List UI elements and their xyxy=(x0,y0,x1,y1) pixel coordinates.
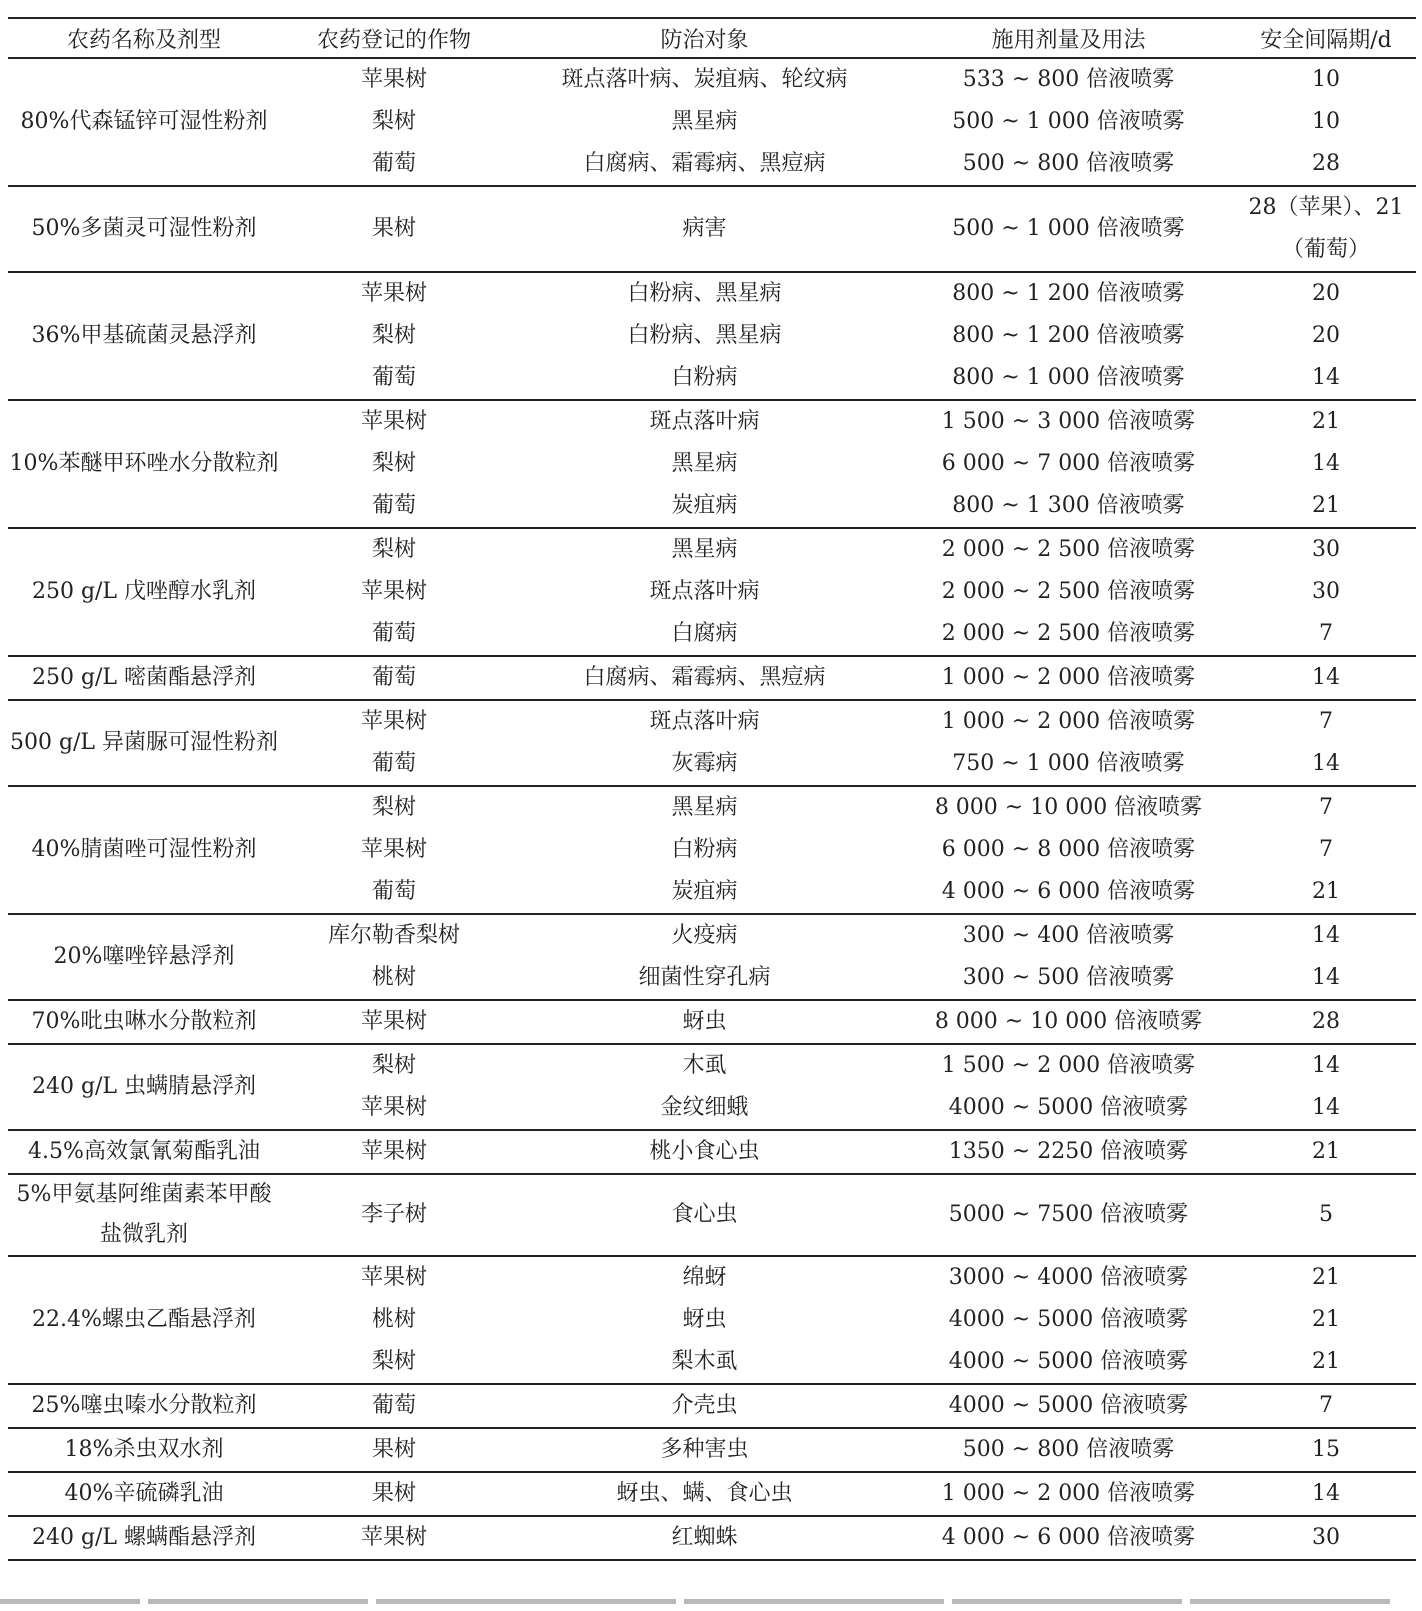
interval-cell: 21 xyxy=(1236,400,1416,443)
target-cell: 斑点落叶病 xyxy=(508,400,901,443)
crop-cell: 苹果树 xyxy=(280,58,508,101)
dosage-cell: 4000 ~ 5000 倍液喷雾 xyxy=(948,1095,1189,1120)
crop-cell: 葡萄 xyxy=(280,656,508,700)
dosage-cell: 1 000 ~ 2 000 倍液喷雾 xyxy=(901,700,1236,743)
target-cell: 蚜虫、螨、食心虫 xyxy=(508,1472,901,1516)
dosage-cell: 2 000 ~ 2 500 倍液喷雾 xyxy=(941,579,1196,604)
crop-cell: 梨树 xyxy=(371,451,416,476)
pesticide-name: 5%甲氨基阿维菌素苯甲酸盐微乳剂 xyxy=(8,1174,280,1256)
target-cell: 白腐病 xyxy=(671,621,738,646)
pesticide-name: 10%苯醚甲环唑水分散粒剂 xyxy=(8,400,280,528)
interval-cell: 28 xyxy=(1312,151,1340,176)
target-cell: 梨木虱 xyxy=(671,1349,738,1374)
crop-cell: 梨树 xyxy=(280,528,508,571)
crop-cell: 李子树 xyxy=(280,1174,508,1256)
crop-cell: 苹果树 xyxy=(360,837,427,862)
target-cell: 斑点落叶病 xyxy=(508,700,901,743)
crop-cell: 苹果树 xyxy=(280,272,508,315)
interval-cell: 28（苹果）、21（葡萄） xyxy=(1236,186,1416,272)
target-cell: 介壳虫 xyxy=(508,1384,901,1428)
crop-cell: 葡萄 xyxy=(371,751,416,776)
table-row xyxy=(8,656,1416,700)
crop-cell: 葡萄 xyxy=(371,493,416,518)
pesticide-name: 70%吡虫啉水分散粒剂 xyxy=(8,1000,280,1044)
table-row xyxy=(8,1044,1416,1087)
interval-cell: 14 xyxy=(1236,914,1416,957)
interval-cell: 21 xyxy=(1312,1307,1340,1332)
dosage-cell: 500 ~ 800 倍液喷雾 xyxy=(962,151,1175,176)
dosage-cell: 8 000 ~ 10 000 倍液喷雾 xyxy=(901,1000,1236,1044)
target-cell: 病害 xyxy=(508,186,901,272)
dosage-cell: 800 ~ 1 200 倍液喷雾 xyxy=(952,323,1185,348)
interval-cell: 14 xyxy=(1312,451,1340,476)
target-cell: 食心虫 xyxy=(508,1174,901,1256)
crop-cell: 苹果树 xyxy=(280,1256,508,1299)
target-cell: 白腐病、霜霉病、黑痘病 xyxy=(583,151,826,176)
table-row xyxy=(8,914,1416,957)
crop-cell: 果树 xyxy=(280,186,508,272)
interval-cell: 14 xyxy=(1236,656,1416,700)
target-cell: 炭疽病 xyxy=(671,493,738,518)
crop-cell: 苹果树 xyxy=(280,1130,508,1174)
target-cell: 白粉病、黑星病 xyxy=(508,272,901,315)
crop-cell: 桃树 xyxy=(371,1307,416,1332)
crop-cell: 苹果树 xyxy=(280,700,508,743)
interval-cell: 21 xyxy=(1312,493,1340,518)
target-cell: 斑点落叶病 xyxy=(649,579,760,604)
table-row xyxy=(8,1384,1416,1428)
crop-cell: 葡萄 xyxy=(371,151,416,176)
target-cell: 炭疽病 xyxy=(671,879,738,904)
pesticide-name: 36%甲基硫菌灵悬浮剂 xyxy=(8,272,280,400)
pesticide-name: 22.4%螺虫乙酯悬浮剂 xyxy=(8,1256,280,1384)
dosage-cell: 4 000 ~ 6 000 倍液喷雾 xyxy=(941,879,1196,904)
crop-cell: 梨树 xyxy=(371,323,416,348)
interval-cell: 30 xyxy=(1236,1516,1416,1560)
interval-cell: 14 xyxy=(1236,1044,1416,1087)
dosage-cell: 1 500 ~ 2 000 倍液喷雾 xyxy=(901,1044,1236,1087)
pesticide-name: 25%噻虫嗪水分散粒剂 xyxy=(8,1384,280,1428)
target-cell: 蚜虫 xyxy=(508,1000,901,1044)
header-crop: 农药登记的作物 xyxy=(280,18,508,58)
crop-cell: 梨树 xyxy=(280,786,508,829)
dosage-cell: 500 ~ 1 000 倍液喷雾 xyxy=(901,186,1236,272)
target-cell: 灰霉病 xyxy=(671,751,738,776)
crop-cell: 果树 xyxy=(280,1472,508,1516)
pesticide-name: 40%腈菌唑可湿性粉剂 xyxy=(8,786,280,914)
dosage-cell: 500 ~ 800 倍液喷雾 xyxy=(901,1428,1236,1472)
interval-cell: 5 xyxy=(1236,1174,1416,1256)
dosage-cell: 800 ~ 1 000 倍液喷雾 xyxy=(952,365,1185,390)
pesticide-name: 4.5%高效氯氰菊酯乳油 xyxy=(8,1130,280,1174)
pesticide-name: 250 g/L 戊唑醇水乳剂 xyxy=(8,528,280,656)
table-row xyxy=(8,58,1416,101)
dosage-cell: 1 000 ~ 2 000 倍液喷雾 xyxy=(901,656,1236,700)
table-title-partial xyxy=(0,0,1422,8)
table-row xyxy=(8,700,1416,743)
dosage-cell: 800 ~ 1 300 倍液喷雾 xyxy=(952,493,1185,518)
table-row xyxy=(8,400,1416,443)
target-cell: 黑星病 xyxy=(508,528,901,571)
target-cell: 黑星病 xyxy=(671,451,738,476)
crop-cell: 葡萄 xyxy=(280,1384,508,1428)
dosage-cell: 4000 ~ 5000 倍液喷雾 xyxy=(901,1384,1236,1428)
interval-cell: 7 xyxy=(1319,621,1333,646)
dosage-cell: 750 ~ 1 000 倍液喷雾 xyxy=(952,751,1185,776)
interval-cell: 14 xyxy=(1312,965,1340,990)
header-name: 农药名称及剂型 xyxy=(8,18,280,58)
table-row xyxy=(8,1174,1416,1256)
dosage-cell: 800 ~ 1 200 倍液喷雾 xyxy=(901,272,1236,315)
dosage-cell: 2 000 ~ 2 500 倍液喷雾 xyxy=(901,528,1236,571)
crop-cell: 桃树 xyxy=(371,965,416,990)
crop-cell: 葡萄 xyxy=(371,879,416,904)
pesticide-name: 20%噻唑锌悬浮剂 xyxy=(8,914,280,1000)
header-interval: 安全间隔期/d xyxy=(1236,18,1416,58)
interval-cell: 14 xyxy=(1312,365,1340,390)
interval-cell: 21 xyxy=(1236,1130,1416,1174)
target-cell: 桃小食心虫 xyxy=(508,1130,901,1174)
interval-cell: 7 xyxy=(1236,700,1416,743)
target-cell: 黑星病 xyxy=(508,786,901,829)
target-cell: 火疫病 xyxy=(508,914,901,957)
dosage-cell: 6 000 ~ 7 000 倍液喷雾 xyxy=(941,451,1196,476)
target-cell: 蚜虫 xyxy=(682,1307,727,1332)
target-cell: 绵蚜 xyxy=(508,1256,901,1299)
dosage-cell: 4000 ~ 5000 倍液喷雾 xyxy=(948,1307,1189,1332)
target-cell: 黑星病 xyxy=(671,109,738,134)
interval-cell: 7 xyxy=(1319,837,1333,862)
dosage-cell: 533 ~ 800 倍液喷雾 xyxy=(901,58,1236,101)
pesticide-table xyxy=(8,17,1416,1561)
target-cell: 白粉病 xyxy=(671,837,738,862)
table-row xyxy=(8,1472,1416,1516)
table-row xyxy=(8,1428,1416,1472)
target-cell: 红蜘蛛 xyxy=(508,1516,901,1560)
pesticide-name: 240 g/L 虫螨腈悬浮剂 xyxy=(8,1044,280,1130)
target-cell: 斑点落叶病、炭疽病、轮纹病 xyxy=(508,58,901,101)
interval-cell: 7 xyxy=(1236,786,1416,829)
interval-cell: 10 xyxy=(1236,58,1416,101)
pesticide-name: 80%代森锰锌可湿性粉剂 xyxy=(8,58,280,186)
interval-cell: 30 xyxy=(1236,528,1416,571)
crop-cell: 梨树 xyxy=(371,1349,416,1374)
dosage-cell: 5000 ~ 7500 倍液喷雾 xyxy=(901,1174,1236,1256)
crop-cell: 梨树 xyxy=(280,1044,508,1087)
header-target: 防治对象 xyxy=(508,18,901,58)
crop-cell: 库尔勒香梨树 xyxy=(280,914,508,957)
crop-cell: 苹果树 xyxy=(280,400,508,443)
dosage-cell: 4 000 ~ 6 000 倍液喷雾 xyxy=(901,1516,1236,1560)
interval-cell: 21 xyxy=(1312,1349,1340,1374)
table-row xyxy=(8,1256,1416,1299)
table-row xyxy=(8,1000,1416,1044)
header-dosage: 施用剂量及用法 xyxy=(901,18,1236,58)
target-cell: 白粉病 xyxy=(671,365,738,390)
interval-cell: 21 xyxy=(1312,879,1340,904)
dosage-cell: 4000 ~ 5000 倍液喷雾 xyxy=(948,1349,1189,1374)
target-cell: 多种害虫 xyxy=(508,1428,901,1472)
crop-cell: 葡萄 xyxy=(371,365,416,390)
interval-cell: 30 xyxy=(1312,579,1340,604)
crop-cell: 果树 xyxy=(280,1428,508,1472)
dosage-cell: 3000 ~ 4000 倍液喷雾 xyxy=(901,1256,1236,1299)
dosage-cell: 6 000 ~ 8 000 倍液喷雾 xyxy=(941,837,1196,862)
crop-cell: 苹果树 xyxy=(360,579,427,604)
crop-cell: 苹果树 xyxy=(280,1000,508,1044)
interval-cell: 28 xyxy=(1236,1000,1416,1044)
header-row xyxy=(8,18,1416,58)
target-cell: 细菌性穿孔病 xyxy=(638,965,771,990)
dosage-cell: 1 500 ~ 3 000 倍液喷雾 xyxy=(901,400,1236,443)
interval-cell: 10 xyxy=(1312,109,1340,134)
pesticide-name: 240 g/L 螺螨酯悬浮剂 xyxy=(8,1516,280,1560)
table-row xyxy=(8,1130,1416,1174)
dosage-cell: 1350 ~ 2250 倍液喷雾 xyxy=(901,1130,1236,1174)
table-row xyxy=(8,528,1416,571)
crop-cell: 葡萄 xyxy=(371,621,416,646)
interval-cell: 20 xyxy=(1312,323,1340,348)
pesticide-name: 250 g/L 嘧菌酯悬浮剂 xyxy=(8,656,280,700)
table-row xyxy=(8,786,1416,829)
pesticide-name: 18%杀虫双水剂 xyxy=(8,1428,280,1472)
table-row xyxy=(8,186,1416,272)
interval-cell: 7 xyxy=(1236,1384,1416,1428)
dosage-cell: 300 ~ 500 倍液喷雾 xyxy=(962,965,1175,990)
target-cell: 金纹细蛾 xyxy=(660,1095,749,1120)
pesticide-name: 40%辛硫磷乳油 xyxy=(8,1472,280,1516)
interval-cell: 14 xyxy=(1236,1472,1416,1516)
dosage-cell: 2 000 ~ 2 500 倍液喷雾 xyxy=(941,621,1196,646)
table-row xyxy=(8,1516,1416,1560)
dosage-cell: 500 ~ 1 000 倍液喷雾 xyxy=(952,109,1185,134)
dosage-cell: 8 000 ~ 10 000 倍液喷雾 xyxy=(901,786,1236,829)
interval-cell: 15 xyxy=(1236,1428,1416,1472)
table-body xyxy=(8,58,1416,1560)
footnote-cut xyxy=(0,1592,1422,1608)
interval-cell: 14 xyxy=(1312,751,1340,776)
interval-cell: 21 xyxy=(1236,1256,1416,1299)
dosage-cell: 300 ~ 400 倍液喷雾 xyxy=(901,914,1236,957)
pesticide-name: 50%多菌灵可湿性粉剂 xyxy=(8,186,280,272)
pesticide-name: 500 g/L 异菌脲可湿性粉剂 xyxy=(8,700,280,786)
interval-cell: 14 xyxy=(1312,1095,1340,1120)
crop-cell: 苹果树 xyxy=(280,1516,508,1560)
crop-cell: 苹果树 xyxy=(360,1095,427,1120)
target-cell: 白粉病、黑星病 xyxy=(627,323,782,348)
target-cell: 白腐病、霜霉病、黑痘病 xyxy=(508,656,901,700)
dosage-cell: 1 000 ~ 2 000 倍液喷雾 xyxy=(901,1472,1236,1516)
crop-cell: 梨树 xyxy=(371,109,416,134)
table-row xyxy=(8,272,1416,315)
interval-cell: 20 xyxy=(1236,272,1416,315)
target-cell: 木虱 xyxy=(508,1044,901,1087)
